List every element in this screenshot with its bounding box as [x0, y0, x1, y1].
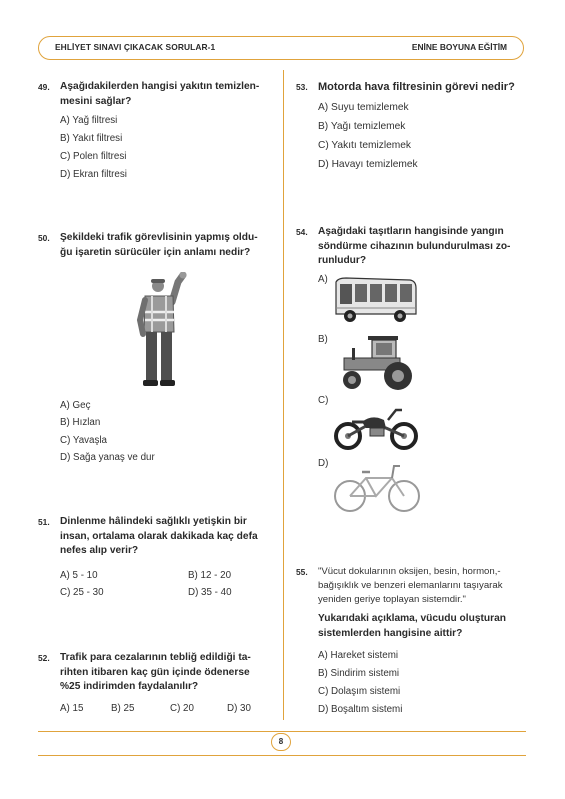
question-51 [38, 515, 275, 559]
question-number: 51. [38, 517, 50, 527]
passage-line: yeniden geriye toplayan sistemdir." [318, 594, 466, 605]
question-text-line: mesini sağlar? [60, 95, 132, 107]
question-53 [296, 80, 533, 95]
motorcycle-image [332, 402, 422, 452]
question-text-line: Dinlenme hâlindeki sağlıklı yetişkin bir [60, 516, 247, 527]
option-51-d[interactable]: D) 35 - 40 [188, 587, 232, 598]
tractor-image [332, 334, 422, 392]
option-53-d[interactable]: D) Havayı temizlemek [318, 159, 418, 170]
option-52-b[interactable]: B) 25 [111, 703, 135, 714]
option-49-d[interactable]: D) Ekran filtresi [60, 169, 127, 180]
header-left-title: EHLİYET SINAVI ÇIKACAK SORULAR-1 [55, 42, 216, 52]
question-text-line: Yukarıdaki açıklama, vücudu oluşturan [318, 613, 506, 624]
traffic-officer-image [128, 272, 198, 390]
option-53-a[interactable]: A) Suyu temizlemek [318, 102, 409, 113]
option-49-b[interactable]: B) Yakıt filtresi [60, 133, 123, 144]
question-number: 54. [296, 227, 308, 237]
question-text-line: insan, ortalama olarak dakikada kaç defa [60, 530, 258, 542]
option-53-c[interactable]: C) Yakıtı temizlemek [318, 140, 412, 151]
question-49 [38, 80, 275, 109]
question-54 [296, 225, 533, 269]
header-right-title: ENİNE BOYUNA EĞİTİM [411, 42, 507, 52]
question-52 [38, 651, 275, 695]
option-52-c[interactable]: C) 20 [170, 703, 194, 714]
option-51-b[interactable]: B) 12 - 20 [188, 570, 232, 581]
option-51-a[interactable]: A) 5 - 10 [60, 570, 98, 581]
question-55-passage [296, 565, 533, 607]
question-text-line: %25 indirimden faydalanılır? [60, 681, 199, 692]
option-52-a[interactable]: A) 15 [60, 703, 84, 714]
option-50-d[interactable]: D) Sağa yanaş ve dur [60, 452, 155, 463]
option-55-a[interactable]: A) Hareket sistemi [318, 650, 399, 661]
option-50-b[interactable]: B) Hızlan [60, 417, 101, 428]
question-text-line: rihten itibaren kaç gün içinde ödenerse [60, 666, 250, 678]
question-55 [318, 612, 533, 641]
option-55-b[interactable]: B) Sindirim sistemi [318, 668, 400, 679]
question-text-line: Trafik para cezalarının tebliğ edildiği ta- [60, 652, 251, 663]
option-54-a[interactable]: A) [318, 274, 328, 285]
option-51-c[interactable]: C) 25 - 30 [60, 587, 104, 598]
passage-line: "Vücut dokularının oksijen, besin, hormon,- [318, 566, 501, 577]
footer-rule-top [38, 731, 526, 732]
question-number: 55. [296, 567, 308, 577]
question-number: 52. [38, 653, 50, 663]
column-divider [283, 70, 284, 720]
question-50 [38, 231, 275, 260]
option-50-a[interactable]: A) Geç [60, 400, 91, 411]
question-number: 50. [38, 233, 50, 243]
question-text-line: Motorda hava filtresinin görevi nedir? [318, 81, 515, 93]
option-52-d[interactable]: D) 30 [227, 703, 251, 714]
option-53-b[interactable]: B) Yağı temizlemek [318, 121, 406, 132]
option-50-c[interactable]: C) Yavaşla [60, 435, 108, 446]
option-54-b[interactable]: B) [318, 334, 328, 345]
option-49-c[interactable]: C) Polen filtresi [60, 151, 127, 162]
option-55-c[interactable]: C) Dolaşım sistemi [318, 686, 401, 697]
question-text-line: Şekildeki trafik görevlisinin yapmış oldu- [60, 232, 258, 243]
question-text-line: nefes alıp verir? [60, 545, 139, 556]
option-49-a[interactable]: A) Yağ filtresi [60, 115, 118, 126]
option-55-d[interactable]: D) Boşaltım sistemi [318, 704, 403, 715]
option-54-c[interactable]: C) [318, 395, 329, 406]
question-number: 53. [296, 82, 308, 92]
page-header [38, 36, 524, 60]
question-text-line: sistemlerden hangisine aittir? [318, 627, 463, 639]
question-number: 49. [38, 82, 50, 92]
question-text-line: Aşağıdakilerden hangisi yakıtın temizlen- [60, 81, 260, 92]
footer-rule-bottom [38, 755, 526, 756]
bicycle-image [332, 460, 422, 514]
question-text-line: söndürme cihazının bulundurulması zo- [318, 240, 511, 252]
option-54-d[interactable]: D) [318, 458, 329, 469]
passage-line: bağışıklık ve benzeri elemanlarını taşıyarak [318, 580, 503, 591]
bus-image [332, 276, 418, 326]
question-text-line: runludur? [318, 255, 367, 266]
page-number: 8 [271, 733, 291, 751]
question-text-line: ğu işaretin sürücüler için anlamı nedir? [60, 246, 251, 258]
question-text-line: Aşağıdaki taşıtların hangisinde yangın [318, 226, 504, 237]
